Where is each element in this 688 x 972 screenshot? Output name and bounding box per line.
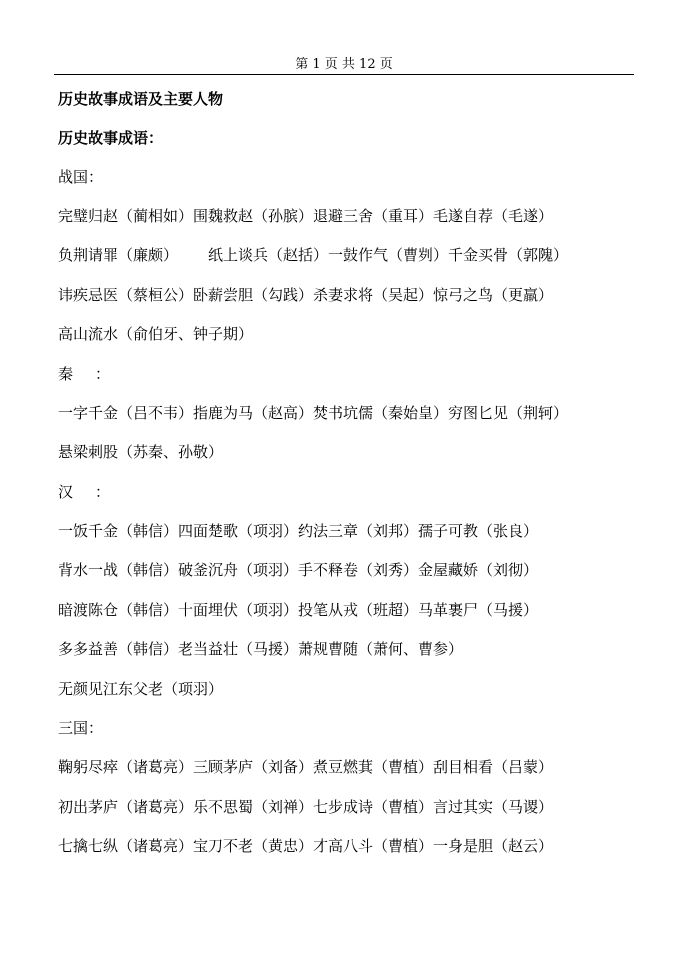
heading-han-name: 汉 xyxy=(58,483,74,501)
heading-qin xyxy=(58,364,110,384)
idiom-line: 背水一战（韩信）破釜沉舟（项羽）手不释卷（刘秀）金屋藏娇（刘彻） xyxy=(58,561,539,579)
idiom-line: 多多益善（韩信）老当益壮（马援）萧规曹随（萧何、曹参） xyxy=(58,640,464,658)
document-title: 历史故事成语及主要人物 xyxy=(58,90,224,108)
page-header: 第 1 页 共 12 页 xyxy=(295,57,393,72)
heading-sanguo: 三国： xyxy=(58,719,104,737)
idiom-line-part: 纸上谈兵（赵括）一鼓作气（曹刿）千金买骨（郭隗） xyxy=(208,246,569,264)
idiom-line xyxy=(58,245,568,265)
idiom-line: 七擒七纵（诸葛亮）宝刀不老（黄忠）才高八斗（曹植）一身是胆（赵云） xyxy=(58,837,554,855)
idiom-line: 一字千金（吕不韦）指鹿为马（赵高）焚书坑儒（秦始皇）穷图匕见（荆轲） xyxy=(58,404,569,422)
idiom-line: 鞠躬尽瘁（诸葛亮）三顾茅庐（刘备）煮豆燃萁（曹植）刮目相看（吕蒙） xyxy=(58,758,554,776)
idiom-line: 悬梁刺股（苏秦、孙敬） xyxy=(58,443,224,461)
heading-han-colon: ： xyxy=(95,483,111,501)
idiom-line-part: 负荆请罪（廉颇） xyxy=(58,246,179,264)
idiom-line: 完璧归赵（蔺相如）围魏救赵（孙膑）退避三舍（重耳）毛遂自荐（毛遂） xyxy=(58,207,554,225)
heading-qin-name: 秦 xyxy=(58,365,74,383)
idiom-line: 一饭千金（韩信）四面楚歌（项羽）约法三章（刘邦）孺子可教（张良） xyxy=(58,522,539,540)
heading-han xyxy=(58,482,110,502)
idiom-line: 初出茅庐（诸葛亮）乐不思蜀（刘禅）七步成诗（曹植）言过其实（马谡） xyxy=(58,798,554,816)
idiom-line: 讳疾忌医（蔡桓公）卧薪尝胆（勾践）杀妻求将（吴起）惊弓之鸟（更羸） xyxy=(58,286,554,304)
heading-qin-colon: ： xyxy=(95,365,111,383)
section-subtitle: 历史故事成语： xyxy=(58,129,164,147)
idiom-line: 高山流水（俞伯牙、钟子期） xyxy=(58,325,254,343)
heading-zhanguo: 战国： xyxy=(58,168,104,186)
idiom-line: 暗渡陈仓（韩信）十面埋伏（项羽）投笔从戎（班超）马革裹尸（马援） xyxy=(58,601,539,619)
header-rule xyxy=(54,74,634,75)
idiom-line: 无颜见江东父老（项羽） xyxy=(58,680,224,698)
